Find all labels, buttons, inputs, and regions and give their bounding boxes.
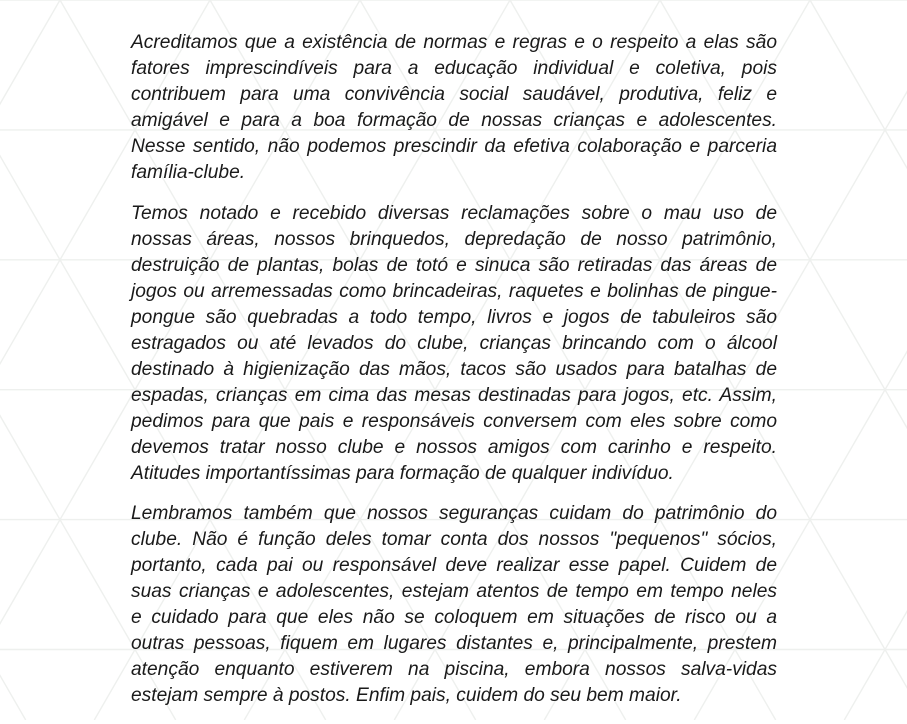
- text-line: destinado à higienização das mãos, tacos são usados para batalhas de: [131, 358, 777, 380]
- text-line: e cuidado para que eles não se coloquem em situações de risco ou a: [131, 607, 777, 628]
- text-line: pongue são quebradas a todo tempo, livros e jogos de tabuleiros são: [131, 306, 777, 328]
- text-line: clube. Não é função deles tomar conta dos nossos "pequenos" sócios,: [131, 529, 777, 550]
- text-line: contribuem para uma convivência social saudável, produtiva, feliz e: [131, 84, 777, 105]
- text-line: atenção enquanto estiverem na piscina, embora nossos salva-vidas: [131, 659, 777, 680]
- document-body: [131, 30, 777, 724]
- text-line: Nesse sentido, não podemos prescindir da efetiva colaboração e parceria: [131, 136, 777, 157]
- text-line: família-clube.: [131, 162, 246, 183]
- text-line: Acreditamos que a existência de normas e regras e o respeito a elas são: [131, 32, 777, 53]
- text-line: destruição de plantas, bolas de totó e sinuca são retiradas das áreas de: [131, 254, 777, 276]
- text-line: estragados ou até levados do clube, crianças brincando com o álcool: [131, 332, 777, 354]
- text-line: amigável e para a boa formação de nossas crianças e adolescentes.: [131, 110, 777, 131]
- text-line: pedimos para que pais e responsáveis conversem com eles sobre como: [131, 410, 777, 432]
- paragraph-1: [131, 30, 777, 186]
- paragraph-2: [131, 201, 777, 487]
- text-line: outras pessoas, fiquem em lugares distantes e, principalmente, prestem: [131, 633, 777, 654]
- text-line: portanto, cada pai ou responsável deve realizar esse papel. Cuidem de: [131, 555, 777, 576]
- text-line: Atitudes importantíssimas para formação de qualquer indivíduo.: [131, 462, 674, 484]
- text-line: nossas áreas, nossos brinquedos, depredação de nosso patrimônio,: [131, 228, 777, 250]
- text-line: jogos ou arremessadas como brincadeiras, raquetes e bolinhas de pingue-: [131, 280, 777, 302]
- text-line: devemos tratar nosso clube e nossos amigos com carinho e respeito.: [131, 436, 777, 458]
- text-line: espadas, crianças em cima das mesas destinadas para jogos, etc. Assim,: [131, 384, 777, 406]
- text-line: Temos notado e recebido diversas reclamações sobre o mau uso de: [131, 202, 777, 224]
- text-line: estejam sempre à postos. Enfim pais, cuidem do seu bem maior.: [131, 685, 682, 706]
- text-line: Lembramos também que nossos seguranças cuidam do patrimônio do: [131, 503, 777, 524]
- text-line: suas crianças e adolescentes, estejam atentos de tempo em tempo neles: [131, 581, 777, 602]
- paragraph-3: [131, 501, 777, 709]
- text-line: fatores imprescindíveis para a educação individual e coletiva, pois: [131, 58, 777, 79]
